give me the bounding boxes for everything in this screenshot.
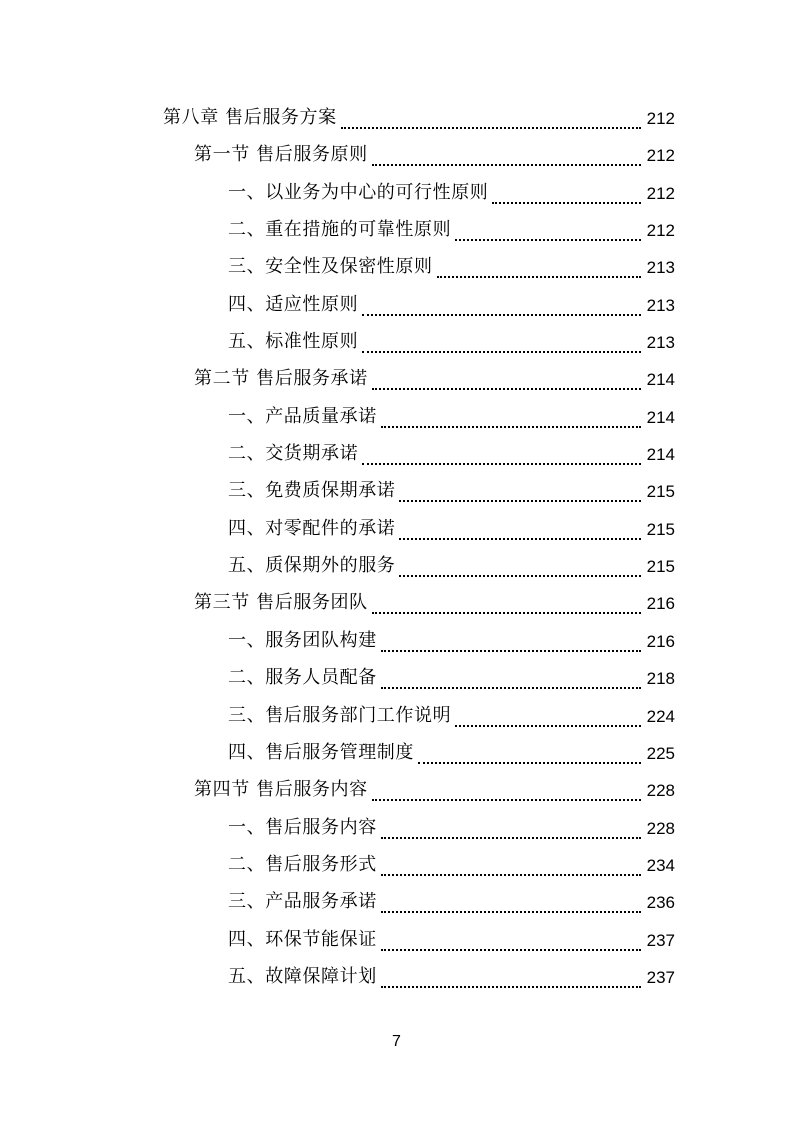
toc-entry-page: 212 <box>646 183 675 203</box>
toc-entry[interactable] <box>0 361 793 398</box>
toc-dot-leader <box>381 424 641 428</box>
toc-entry-title: 四、适应性原则 <box>228 293 359 315</box>
toc-dot-leader <box>362 349 641 353</box>
toc-entry[interactable] <box>0 959 793 996</box>
toc-entry-page: 215 <box>646 519 675 539</box>
toc-entry-page: 236 <box>646 893 675 913</box>
toc-entry-title: 一、服务团队构建 <box>228 629 377 651</box>
toc-entry-title: 第四节 售后服务内容 <box>194 779 368 801</box>
toc-entry-title: 五、故障保障计划 <box>228 965 377 987</box>
toc-dot-leader <box>381 685 641 689</box>
toc-entry[interactable] <box>0 698 793 735</box>
toc-dot-leader <box>341 125 641 129</box>
toc-entry[interactable] <box>0 772 793 809</box>
toc-entry[interactable] <box>0 623 793 660</box>
toc-dot-leader <box>381 835 641 839</box>
toc-entry[interactable] <box>0 511 793 548</box>
toc-entry-title: 一、产品质量承诺 <box>228 405 377 427</box>
toc-entry[interactable] <box>0 175 793 212</box>
toc-entry-page: 225 <box>646 743 675 763</box>
toc-entry-page: 212 <box>646 109 675 128</box>
toc-entry[interactable] <box>0 735 793 772</box>
toc-entry[interactable] <box>0 884 793 921</box>
toc-entry-page: 214 <box>646 370 675 390</box>
toc-entry-title: 四、环保节能保证 <box>228 928 377 950</box>
toc-dot-leader <box>372 797 641 801</box>
toc-entry[interactable] <box>0 399 793 436</box>
toc-dot-leader <box>399 498 641 502</box>
toc-entry-title: 五、标准性原则 <box>228 331 359 353</box>
toc-entry-page: 213 <box>646 258 675 278</box>
toc-entry-page: 214 <box>646 445 675 465</box>
toc-entry-page: 237 <box>646 967 675 987</box>
toc-entry[interactable] <box>0 100 793 137</box>
toc-entry[interactable] <box>0 137 793 174</box>
toc-dot-leader <box>399 536 641 540</box>
toc-dot-leader <box>362 461 641 465</box>
toc-dot-leader <box>381 872 641 876</box>
toc-dot-leader <box>372 610 641 614</box>
toc-entry[interactable] <box>0 473 793 510</box>
toc-entry-title: 三、产品服务承诺 <box>228 891 377 913</box>
toc-entry-title: 一、以业务为中心的可行性原则 <box>228 181 489 203</box>
toc-entry[interactable] <box>0 249 793 286</box>
toc-entry-title: 二、售后服务形式 <box>228 853 377 875</box>
toc-entry-page: 228 <box>646 818 675 838</box>
toc-entry[interactable] <box>0 922 793 959</box>
toc-entry-title: 三、售后服务部门工作说明 <box>228 704 452 726</box>
toc-entry-page: 218 <box>646 669 675 689</box>
toc-entry-page: 216 <box>646 594 675 614</box>
toc-entry-title: 第二节 售后服务承诺 <box>194 368 368 390</box>
toc-dot-leader <box>381 947 641 951</box>
toc-entry-page: 216 <box>646 631 675 651</box>
toc-dot-leader <box>381 984 641 988</box>
toc-dot-leader <box>372 162 641 166</box>
page-number: 7 <box>392 1033 401 1050</box>
toc-dot-leader <box>399 573 641 577</box>
toc-entry-title: 二、服务人员配备 <box>228 667 377 689</box>
toc-dot-leader <box>381 909 641 913</box>
toc-entry-page: 212 <box>646 221 675 241</box>
toc-entry-title: 第八章 售后服务方案 <box>163 107 337 128</box>
toc-entry-page: 237 <box>646 930 675 950</box>
toc-dot-leader <box>455 723 641 727</box>
toc-dot-leader <box>437 274 641 278</box>
toc-entry-title: 一、售后服务内容 <box>228 816 377 838</box>
toc-entry[interactable] <box>0 287 793 324</box>
toc-entry[interactable] <box>0 548 793 585</box>
toc-entry[interactable] <box>0 324 793 361</box>
toc-entry-title: 第三节 售后服务团队 <box>194 592 368 614</box>
toc-entry[interactable] <box>0 436 793 473</box>
toc-dot-leader <box>418 760 641 764</box>
toc-entry-page: 234 <box>646 855 675 875</box>
toc-entry-page: 228 <box>646 781 675 801</box>
toc-entry[interactable] <box>0 585 793 622</box>
toc-dot-leader <box>372 386 641 390</box>
toc-entry-title: 四、售后服务管理制度 <box>228 741 414 763</box>
toc-entry-title: 第一节 售后服务原则 <box>194 144 368 166</box>
toc-dot-leader <box>455 237 641 241</box>
table-of-contents <box>0 100 793 996</box>
toc-dot-leader <box>362 312 641 316</box>
toc-entry-page: 214 <box>646 407 675 427</box>
toc-entry[interactable] <box>0 660 793 697</box>
toc-entry-title: 三、安全性及保密性原则 <box>228 256 433 278</box>
toc-dot-leader <box>381 648 641 652</box>
toc-dot-leader <box>492 200 641 204</box>
toc-entry-page: 215 <box>646 482 675 502</box>
toc-entry-title: 三、免费质保期承诺 <box>228 480 396 502</box>
toc-entry-page: 213 <box>646 333 675 353</box>
toc-entry[interactable] <box>0 212 793 249</box>
toc-entry-title: 二、重在措施的可靠性原则 <box>228 219 452 241</box>
toc-entry[interactable] <box>0 847 793 884</box>
toc-entry-page: 224 <box>646 706 675 726</box>
toc-entry-page: 213 <box>646 295 675 315</box>
toc-entry-title: 二、交货期承诺 <box>228 443 359 465</box>
toc-entry-title: 五、质保期外的服务 <box>228 555 396 577</box>
toc-entry-page: 215 <box>646 557 675 577</box>
toc-entry[interactable] <box>0 810 793 847</box>
toc-entry-page: 212 <box>646 146 675 166</box>
toc-entry-title: 四、对零配件的承诺 <box>228 517 396 539</box>
